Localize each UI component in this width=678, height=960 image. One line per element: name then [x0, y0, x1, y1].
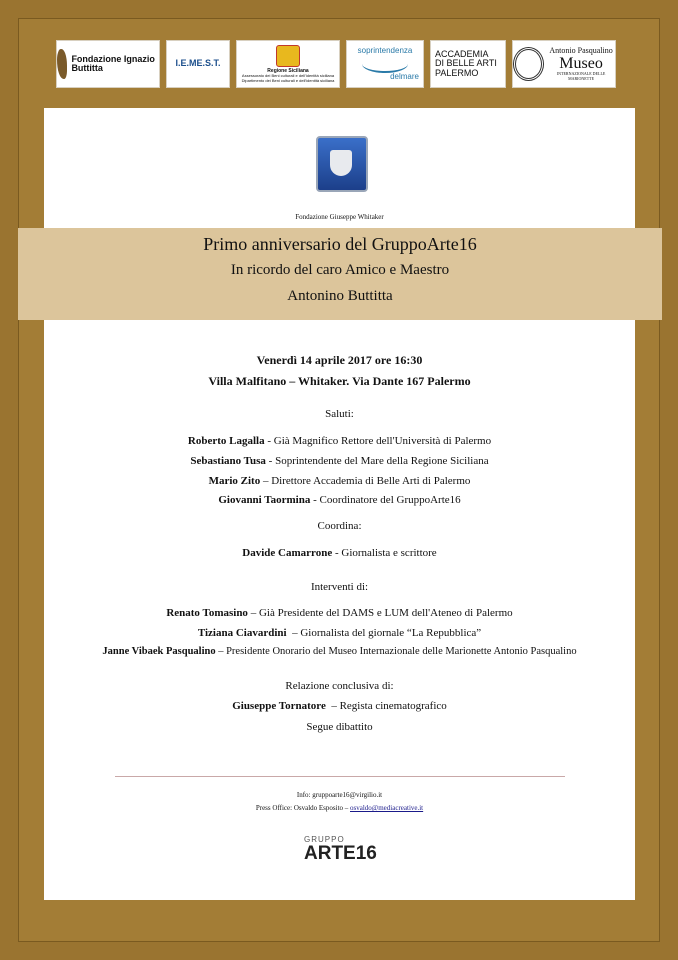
- whitaker-crest-icon: [316, 136, 368, 192]
- event-place: [44, 374, 635, 389]
- separator: –: [325, 700, 340, 712]
- speaker-name: Roberto Lagalla: [187, 435, 265, 447]
- event-place-text: Villa Malfitano – Whitaker. Via Dante 167 Palermo: [208, 374, 471, 388]
- accademia-line1: ACCADEMIA: [435, 48, 489, 59]
- speaker-name: Janne Vibaek Pasqualino: [102, 646, 216, 657]
- separator: –: [215, 646, 227, 657]
- coordina-heading: [44, 520, 635, 532]
- accademia-line3: PALERMO: [435, 67, 479, 78]
- saluti-heading-text: Saluti:: [325, 408, 354, 420]
- speaker-role: Coordinatore del GruppoArte16: [319, 494, 461, 506]
- museo-name: Antonio Pasqualino: [549, 46, 613, 56]
- separator: -: [264, 435, 274, 447]
- title-band: [18, 228, 662, 320]
- event-date: [44, 353, 635, 368]
- speaker-name: Giuseppe Tornatore: [232, 700, 326, 712]
- segue-dibattito: [44, 721, 635, 733]
- list-item: [44, 700, 635, 712]
- moderator-name: Davide Camarrone: [242, 547, 333, 559]
- fish-icon: [362, 55, 408, 73]
- list-item: [44, 627, 635, 639]
- spiral-icon: [513, 47, 544, 81]
- speaker-name: Mario Zito: [208, 475, 261, 487]
- speaker-role: Già Presidente del DAMS e LUM dell'Ateneo di Palermo: [258, 607, 513, 619]
- list-item: [44, 475, 635, 487]
- regione-sub2: Dipartimento dei Beni culturali e dell'identità siciliana: [241, 77, 335, 83]
- press-email-link[interactable]: osvaldo@mediacreative.it: [350, 804, 424, 812]
- event-date-text: Venerdì 14 aprile 2017 ore 16:30: [256, 353, 423, 367]
- list-item: [44, 494, 635, 506]
- speaker-role: Direttore Accademia di Belle Arti di Palermo: [271, 475, 471, 487]
- list-item: [44, 646, 635, 657]
- logo-fondazione-buttitta-text: Fondazione Ignazio Buttitta: [71, 53, 155, 73]
- saluti-heading: [44, 408, 635, 420]
- list-item: [44, 607, 635, 619]
- speaker-name: Tiziana Ciavardini: [197, 627, 287, 639]
- coordina-heading-text: Coordina:: [317, 520, 362, 532]
- logo-iemest: [166, 40, 230, 88]
- speaker-role: Soprintendente del Mare della Regione Siciliana: [275, 455, 489, 467]
- logo-regione-siciliana: [236, 40, 340, 88]
- list-item: [44, 455, 635, 467]
- separator: -: [265, 455, 276, 467]
- museo-sub: INTERNAZIONALE DELLE MARIONETTE: [556, 71, 606, 81]
- speaker-role: Regista cinematografico: [339, 700, 447, 712]
- logo-iemest-text: I.E.ME.S.T.: [175, 58, 221, 69]
- speaker-role: Già Magnifico Rettore dell'Università di Palermo: [273, 435, 492, 447]
- gruppo-arte16-logo: [304, 836, 384, 863]
- separator: -: [310, 494, 320, 506]
- regione-title: Regione Siciliana: [267, 68, 309, 75]
- interventi-heading-text: Interventi di:: [310, 581, 369, 593]
- speaker-name: Renato Tomasino: [166, 607, 248, 619]
- brand-bottom: ARTE16: [304, 843, 377, 864]
- separator: -: [332, 547, 342, 559]
- relazione-heading: [44, 680, 635, 692]
- moderator-role: Giornalista e scrittore: [341, 547, 437, 559]
- separator: –: [286, 627, 301, 639]
- trinacria-icon: [276, 45, 300, 67]
- soprintendenza-top: soprintendenza: [357, 45, 413, 55]
- separator: –: [260, 475, 272, 487]
- sponsor-logos: [56, 40, 618, 90]
- soprintendenza-bottom: delmare: [390, 72, 419, 81]
- speaker-role: Giornalista del giornale “La Repubblica”: [300, 627, 482, 639]
- press-label: Press Office: Osvaldo Esposito –: [255, 804, 351, 812]
- list-item: [44, 547, 635, 559]
- regione-sub1: Assessorato dei Beni culturali e dell'identità siciliana: [241, 73, 335, 79]
- interventi-heading: [44, 581, 635, 593]
- event-title: Primo anniversario del GruppoArte16: [203, 234, 477, 254]
- honoree-name: Antonino Buttitta: [287, 288, 393, 304]
- footer-info: [44, 788, 635, 800]
- event-subtitle: In ricordo del caro Amico e Maestro: [230, 262, 450, 278]
- segue-text: Segue dibattito: [306, 721, 373, 733]
- accademia-line2: DI BELLE ARTI: [435, 58, 497, 69]
- footer-press: [44, 801, 635, 813]
- crest-caption-text: Fondazione Giuseppe Whitaker: [295, 213, 384, 221]
- list-item: [44, 435, 635, 447]
- bird-icon: [57, 49, 67, 79]
- speaker-name: Sebastiano Tusa: [190, 455, 266, 467]
- info-email: Info: gruppoarte16@virgilio.it: [296, 791, 383, 799]
- speaker-name: Giovanni Taormina: [218, 494, 311, 506]
- museo-word: Museo: [559, 54, 603, 72]
- speaker-role: Presidente Onorario del Museo Internazionale delle Marionette Antonio Pasqualino: [226, 646, 577, 657]
- divider: [115, 776, 565, 777]
- separator: –: [247, 607, 259, 619]
- brand-top: GRUPPO: [304, 835, 345, 844]
- logo-museo-marionette: [512, 40, 616, 88]
- logo-accademia: [430, 40, 506, 88]
- relazione-heading-text: Relazione conclusiva di:: [285, 680, 394, 692]
- logo-fondazione-buttitta: [56, 40, 160, 88]
- logo-soprintendenza-mare: [346, 40, 424, 88]
- crest-caption: [44, 210, 635, 222]
